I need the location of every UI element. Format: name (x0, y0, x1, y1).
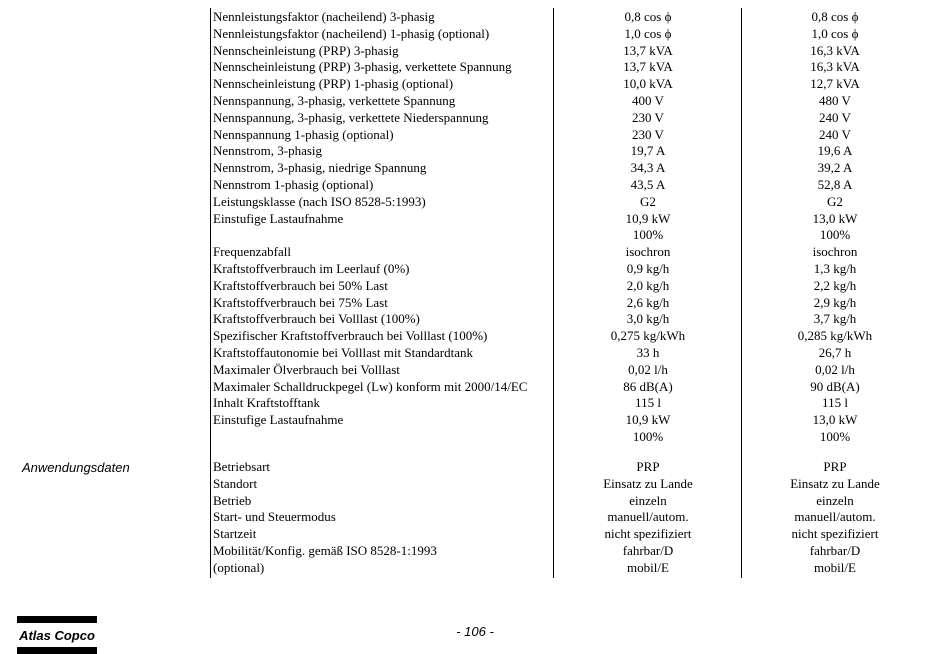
table-row (0, 109, 950, 126)
value-col-1: 19,7 A (630, 143, 666, 159)
value-col-2: 240 V (819, 109, 851, 125)
table-row (0, 428, 950, 445)
table-row (0, 210, 950, 227)
value-col-1: isochron (625, 244, 671, 260)
value-col-2: einzeln (816, 492, 854, 508)
table-row (0, 492, 950, 509)
row-label: Standort (213, 475, 258, 491)
row-label: Inhalt Kraftstofftank (213, 395, 320, 411)
table-row (0, 58, 950, 75)
value-col-1: manuell/autom. (607, 509, 689, 525)
table-row (0, 277, 950, 294)
table-row (0, 243, 950, 260)
table-row (0, 92, 950, 109)
value-col-2: 100% (819, 429, 851, 444)
logo-text: Atlas Copco (19, 628, 95, 643)
value-col-1: 230 V (632, 109, 664, 125)
table-row (0, 344, 950, 361)
row-label: Nennstrom, 3-phasig, niedrige Spannung (213, 160, 427, 176)
table-row (0, 458, 950, 475)
row-label: Frequenzabfall (213, 244, 291, 260)
value-col-2: 100% (819, 227, 851, 243)
value-col-1: 34,3 A (630, 160, 666, 176)
table-row (0, 226, 950, 243)
row-label: Mobilität/Konfig. gemäß ISO 8528-1:1993 (213, 543, 437, 558)
value-col-1: Einsatz zu Lande (603, 475, 693, 491)
value-col-2: 1,3 kg/h (813, 261, 857, 276)
table-row (0, 542, 950, 559)
table-row (0, 8, 950, 25)
value-col-2: manuell/autom. (794, 509, 876, 525)
table-row (0, 327, 950, 344)
table-row (0, 42, 950, 59)
row-label: Nennstrom, 3-phasig (213, 143, 323, 159)
value-col-2: 16,3 kVA (810, 59, 860, 75)
row-label: Nennleistungsfaktor (nacheilend) 1-phasig (optional) (213, 25, 490, 41)
table-row (0, 193, 950, 210)
section-title: Anwendungsdaten (22, 460, 130, 475)
row-label: Nennscheinleistung (PRP) 1-phasig (optional) (213, 76, 454, 92)
value-col-2: 2,2 kg/h (813, 277, 857, 293)
value-col-1: 43,5 A (630, 177, 666, 192)
row-label: Betriebsart (213, 459, 271, 474)
row-label: (optional) (213, 559, 265, 575)
row-label: Start- und Steuermodus (213, 509, 336, 525)
value-col-2: PRP (823, 459, 847, 474)
page-footer (0, 612, 950, 653)
value-col-1: einzeln (629, 492, 667, 508)
value-col-2: 13,0 kW (812, 210, 858, 226)
row-label: Nennspannung, 3-phasig, verkettete Niederspannung (213, 109, 489, 125)
row-label: Einstufige Lastaufnahme (213, 412, 344, 428)
value-col-2: 12,7 kVA (810, 76, 860, 92)
value-col-1: 2,6 kg/h (626, 294, 670, 310)
value-col-1: PRP (636, 459, 660, 474)
row-label: Nennscheinleistung (PRP) 3-phasig, verkettete Spannung (213, 59, 512, 75)
value-col-2: 240 V (819, 126, 851, 142)
value-col-1: 0,8 cos ϕ (624, 9, 672, 24)
table-row (0, 75, 950, 92)
table-row (0, 260, 950, 277)
value-col-2: 115 l (822, 395, 848, 411)
row-label: Startzeit (213, 526, 257, 542)
row-label: Maximaler Ölverbrauch bei Volllast (213, 361, 400, 377)
value-col-1: 115 l (635, 395, 661, 411)
value-col-1: nicht spezifiziert (604, 526, 692, 542)
page-number: - 106 - (456, 624, 494, 639)
table-row (0, 411, 950, 428)
row-label: Nennstrom 1-phasig (optional) (213, 177, 374, 192)
value-col-1: 400 V (632, 93, 664, 108)
value-col-2: isochron (812, 244, 858, 260)
value-col-2: 13,0 kW (812, 412, 858, 428)
value-col-1: mobil/E (627, 559, 669, 575)
table-row (0, 126, 950, 143)
table-row (0, 378, 950, 395)
value-col-2: 0,285 kg/kWh (797, 328, 873, 344)
value-col-2: mobil/E (814, 559, 856, 575)
row-label: Nennspannung, 3-phasig, verkettete Spannung (213, 93, 456, 108)
table-row (0, 176, 950, 193)
row-label: Kraftstoffautonomie bei Volllast mit Standardtank (213, 345, 473, 360)
row-label: Betrieb (213, 492, 252, 508)
value-col-1: 0,02 l/h (628, 361, 668, 377)
value-col-2: 0,02 l/h (815, 361, 855, 377)
row-label: Nennleistungsfaktor (nacheilend) 3-phasig (213, 9, 435, 24)
row-label: Maximaler Schalldruckpegel (Lw) konform mit 2000/14/EC (213, 378, 528, 394)
table-row (0, 294, 950, 311)
value-col-1: 10,9 kW (625, 412, 671, 428)
value-col-1: 100% (632, 429, 664, 444)
value-col-1: 0,275 kg/kWh (610, 328, 686, 344)
row-label: Einstufige Lastaufnahme (213, 210, 344, 226)
table-row (0, 475, 950, 492)
row-label: Kraftstoffverbrauch bei 75% Last (213, 294, 388, 310)
table-row (0, 361, 950, 378)
value-col-2: nicht spezifiziert (791, 526, 879, 542)
row-label: Spezifischer Kraftstoffverbrauch bei Volllast (100%) (213, 328, 488, 344)
value-col-2: 480 V (819, 93, 851, 108)
row-label: Kraftstoffverbrauch bei 50% Last (213, 277, 388, 293)
value-col-1: G2 (640, 193, 656, 209)
row-label: Nennspannung 1-phasig (optional) (213, 126, 394, 142)
value-col-2: 39,2 A (817, 160, 853, 176)
value-col-1: 1,0 cos ϕ (624, 25, 672, 41)
table-row (0, 159, 950, 176)
row-label: Leistungsklasse (nach ISO 8528-5:1993) (213, 193, 426, 209)
value-col-1: 33 h (636, 345, 660, 360)
value-col-2: Einsatz zu Lande (790, 475, 880, 491)
value-col-2: 1,0 cos ϕ (811, 25, 859, 41)
table-row (0, 525, 950, 542)
row-label: Kraftstoffverbrauch bei Volllast (100%) (213, 311, 420, 327)
value-col-1: 230 V (632, 126, 664, 142)
value-col-1: 13,7 kVA (623, 59, 673, 75)
value-col-2: 2,9 kg/h (813, 294, 857, 310)
value-col-2: 26,7 h (818, 345, 852, 360)
value-col-1: 13,7 kVA (623, 42, 673, 58)
value-col-1: 2,0 kg/h (626, 277, 670, 293)
table-row (0, 508, 950, 525)
value-col-1: 3,0 kg/h (626, 311, 670, 327)
value-col-1: 10,9 kW (625, 210, 671, 226)
value-col-2: 0,8 cos ϕ (811, 9, 859, 24)
value-col-1: 86 dB(A) (623, 378, 673, 394)
value-col-2: G2 (827, 193, 843, 209)
atlas-copco-logo (17, 616, 97, 654)
row-label: Nennscheinleistung (PRP) 3-phasig (213, 42, 399, 58)
value-col-1: 10,0 kVA (623, 76, 673, 92)
table-row (0, 142, 950, 159)
table-row (0, 25, 950, 42)
value-col-2: fahrbar/D (809, 543, 861, 558)
table-row (0, 559, 950, 576)
value-col-2: 16,3 kVA (810, 42, 860, 58)
value-col-2: 19,6 A (817, 143, 853, 159)
value-col-2: 52,8 A (817, 177, 853, 192)
table-row (0, 394, 950, 411)
value-col-2: 3,7 kg/h (813, 311, 857, 327)
row-label: Kraftstoffverbrauch im Leerlauf (0%) (213, 261, 410, 276)
value-col-1: 0,9 kg/h (626, 261, 670, 276)
value-col-1: 100% (632, 227, 664, 243)
table-row (0, 310, 950, 327)
value-col-2: 90 dB(A) (810, 378, 860, 394)
value-col-1: fahrbar/D (622, 543, 674, 558)
